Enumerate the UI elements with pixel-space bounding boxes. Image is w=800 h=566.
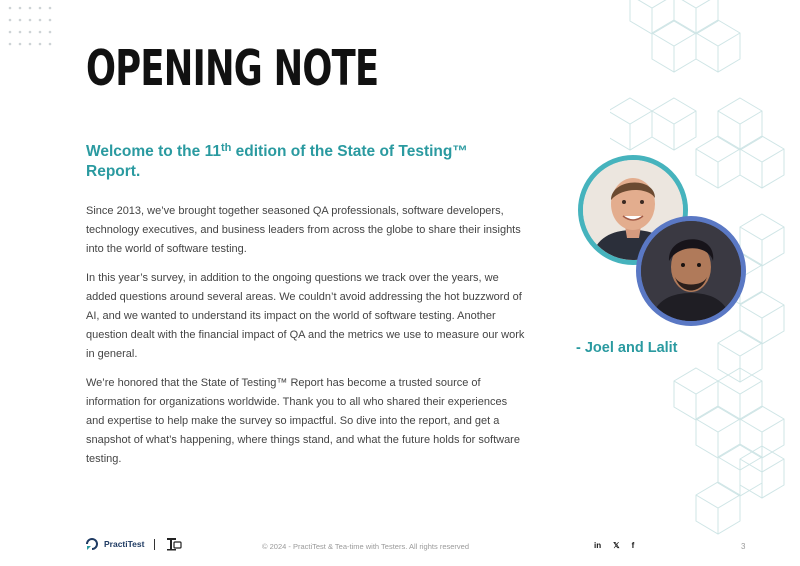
signature: - Joel and Lalit	[576, 340, 678, 356]
copyright-text: © 2024 - PractiTest & Tea-time with Testers. All rights reserved	[262, 542, 469, 551]
practitest-logo-text: PractiTest	[104, 539, 145, 549]
report-subtitle: Welcome to the 11th edition of the State of Testing™ Report.	[86, 142, 468, 180]
person-photo-icon	[641, 221, 741, 321]
linkedin-icon[interactable]: in	[594, 541, 602, 550]
social-links	[594, 541, 634, 550]
decorative-dots	[6, 4, 54, 50]
logo-divider	[154, 539, 155, 550]
paragraph: In this year’s survey, in addition to the ongoing questions we track over the years, we added questions around several areas. We couldn’t avoid addressing the hot buzzword of AI, and we wanted to understand its impact on the world of software testing. Another question dealt with the financial impact of QA and the metrics we use to measure our work in general.	[86, 272, 525, 360]
footer-logos	[86, 536, 183, 552]
paragraph: We’re honored that the State of Testing™ Report has become a trusted source of information for organizations worldwide. Thank you to all who shared their experiences and expertise to help make the survey so impactful. So dive into the report, and get a snapshot of what’s happening, where things stand, and what the future holds for software testing.	[86, 377, 520, 465]
paragraph: Since 2013, we’ve brought together seasoned QA professionals, software developers, technology executives, and business leaders from across the globe to share their insights into the world of software testing.	[86, 205, 521, 255]
page-title: OPENING NOTE	[86, 40, 379, 97]
tea-time-logo-icon	[165, 536, 183, 552]
facebook-icon[interactable]: f	[631, 541, 635, 550]
x-icon[interactable]: 𝕏	[613, 541, 620, 550]
avatar-lalit	[636, 216, 746, 326]
page-number: 3	[741, 542, 746, 551]
opening-note-body	[86, 202, 526, 479]
practitest-logo-icon	[86, 538, 98, 550]
